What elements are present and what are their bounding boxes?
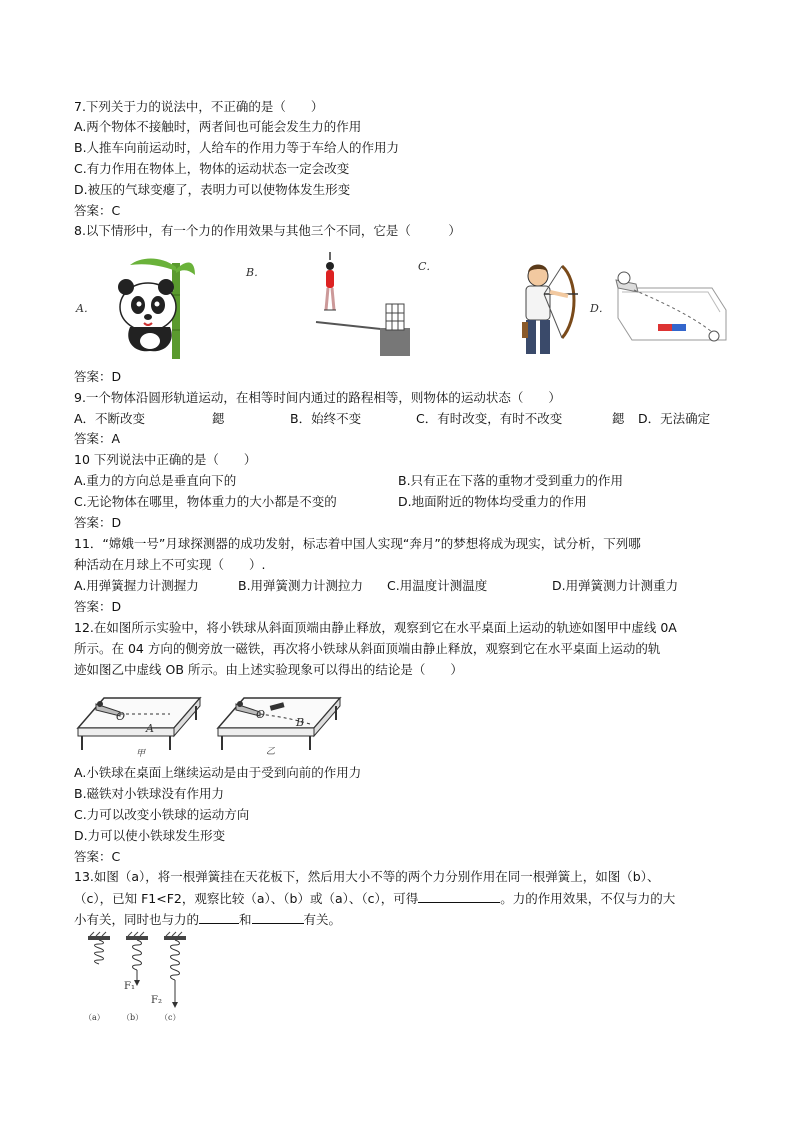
q11-option-c: C.用温度计测温度 bbox=[387, 578, 488, 593]
q13-line1: 13.如图（a），将一根弹簧挂在天花板下，然后用大小不等的两个力分别作用在同一根弹簧上，如图（b）、 bbox=[74, 869, 660, 884]
q8-label-b: B． bbox=[246, 266, 266, 279]
q11-stem-line1: 11．“嫦娥一号”月球探测器的成功发射，标志着中国人实现“奔月”的梦想将成为现实，试分析，下列哪 bbox=[74, 536, 641, 551]
q11-option-a: A.用弹簧握力计测握力 bbox=[74, 578, 199, 593]
q13-line3-and: 和 bbox=[239, 912, 252, 927]
q12-stem-line1: 12.在如图所示实验中，将小铁球从斜面顶端由静止释放，观察到它在水平桌面上运动的轨迹如图甲中虚线 0A bbox=[74, 620, 677, 635]
q13-blank-conclusion[interactable] bbox=[418, 889, 500, 903]
q13-line2 bbox=[74, 889, 675, 908]
q9-answer: 答案：A bbox=[74, 431, 121, 446]
q8-label-d: D． bbox=[590, 302, 610, 315]
q10-option-a: A.重力的方向总是垂直向下的 bbox=[74, 473, 237, 488]
q12-fig-yi-label-o: O bbox=[256, 708, 266, 721]
q7-option-c: C.有力作用在物体上，物体的运动状态一定会改变 bbox=[74, 161, 350, 176]
springs-figure bbox=[86, 934, 196, 1014]
q10-answer: 答案：D bbox=[74, 515, 122, 530]
q13-line3-tail: 有关。 bbox=[303, 912, 342, 927]
ball-magnet-track-illustration bbox=[612, 266, 726, 348]
q9-option-b: B．始终不变 bbox=[290, 411, 362, 426]
q10-stem: 10 下列说法中正确的是（ ） bbox=[74, 452, 257, 467]
ramp-table-figure-yi bbox=[214, 690, 344, 758]
q13-blank-point[interactable] bbox=[252, 910, 304, 924]
q11-option-b: B.用弹簧测力计测拉力 bbox=[238, 578, 364, 593]
q12-fig-jia-label-o: O bbox=[116, 710, 126, 723]
q12-option-a: A.小铁球在桌面上继续运动是由于受到向前的作用力 bbox=[74, 765, 362, 780]
q12-option-c: C.力可以改变小铁球的运动方向 bbox=[74, 807, 250, 822]
gymnast-balance-beam-illustration bbox=[316, 258, 416, 358]
q13-line3 bbox=[74, 910, 341, 929]
q11-answer: 答案：D bbox=[74, 599, 122, 614]
spring-caption-a: （a） bbox=[84, 1013, 105, 1022]
q12-fig-yi-caption: 乙 bbox=[266, 747, 276, 757]
q10-option-d: D.地面附近的物体均受重力的作用 bbox=[398, 494, 587, 509]
q11-stem-line2: 种活动在月球上不可实现（ ）. bbox=[74, 557, 266, 572]
q7-stem: 7.下列关于力的说法中，不正确的是（ ） bbox=[74, 99, 324, 114]
q8-stem: 8.以下情形中，有一个力的作用效果与其他三个不同，它是（ ） bbox=[74, 223, 461, 238]
q8-answer: 答案：D bbox=[74, 369, 122, 384]
q13-line2-tail: 。力的作用效果，不仅与力的大 bbox=[500, 891, 676, 906]
q9-option-d: D．无法确定 bbox=[638, 411, 711, 426]
spring-caption-c: （c） bbox=[160, 1013, 181, 1022]
q7-answer: 答案：C bbox=[74, 203, 121, 218]
q13-blank-direction[interactable] bbox=[199, 910, 239, 924]
q13-line2-text: （c），已知 F1<F2，观察比较（a）、（b）或（a）、（c），可得 bbox=[74, 891, 419, 906]
spring-force-f2-label: F₂ bbox=[151, 995, 162, 1006]
q9-option-c: C．有时改变，有时不改变 bbox=[416, 411, 563, 426]
q7-option-d: D.被压的气球变瘪了，表明力可以使物体发生形变 bbox=[74, 182, 351, 197]
q12-fig-yi-label-b: B bbox=[296, 716, 305, 729]
q12-fig-jia-label-a: A bbox=[146, 722, 154, 735]
q9-stray-char-1: 鍶 bbox=[212, 411, 225, 426]
q12-option-b: B.磁铁对小铁球没有作用力 bbox=[74, 786, 225, 801]
archer-drawing-bow-illustration bbox=[508, 260, 580, 360]
q12-option-d: D.力可以使小铁球发生形变 bbox=[74, 828, 226, 843]
q11-option-d: D.用弹簧测力计测重力 bbox=[552, 578, 679, 593]
q12-answer: 答案：C bbox=[74, 849, 121, 864]
q7-option-a: A.两个物体不接触时，两者间也可能会发生力的作用 bbox=[74, 119, 362, 134]
q10-option-c: C.无论物体在哪里，物体重力的大小都是不变的 bbox=[74, 494, 337, 509]
q9-stray-char-2: 鍶 bbox=[612, 411, 625, 426]
q8-label-a: A． bbox=[76, 302, 95, 315]
spring-force-f1-label: F₁ bbox=[124, 981, 135, 992]
q7-option-b: B.人推车向前运动时，人给车的作用力等于车给人的作用力 bbox=[74, 140, 400, 155]
q12-fig-jia-caption: 甲 bbox=[136, 749, 146, 759]
q10-option-b: B.只有正在下落的重物才受到重力的作用 bbox=[398, 473, 624, 488]
q8-label-c: C． bbox=[418, 260, 438, 273]
spring-caption-b: （b） bbox=[122, 1013, 144, 1022]
q9-stem: 9.一个物体沿圆形轨道运动，在相等时间内通过的路程相等，则物体的运动状态（ ） bbox=[74, 390, 561, 405]
q12-stem-line2: 所示。在 04 方向的侧旁放一磁铁，再次将小铁球从斜面顶端由静止释放，观察到它在水平桌面上运动的轨 bbox=[74, 641, 661, 656]
q9-option-a: A．不断改变 bbox=[74, 411, 146, 426]
panda-bamboo-illustration bbox=[100, 255, 195, 360]
q13-line3-text: 小有关，同时也与力的 bbox=[74, 912, 200, 927]
q12-stem-line3: 迹如图乙中虚线 OB 所示。由上述实验现象可以得出的结论是（ ） bbox=[74, 662, 463, 677]
